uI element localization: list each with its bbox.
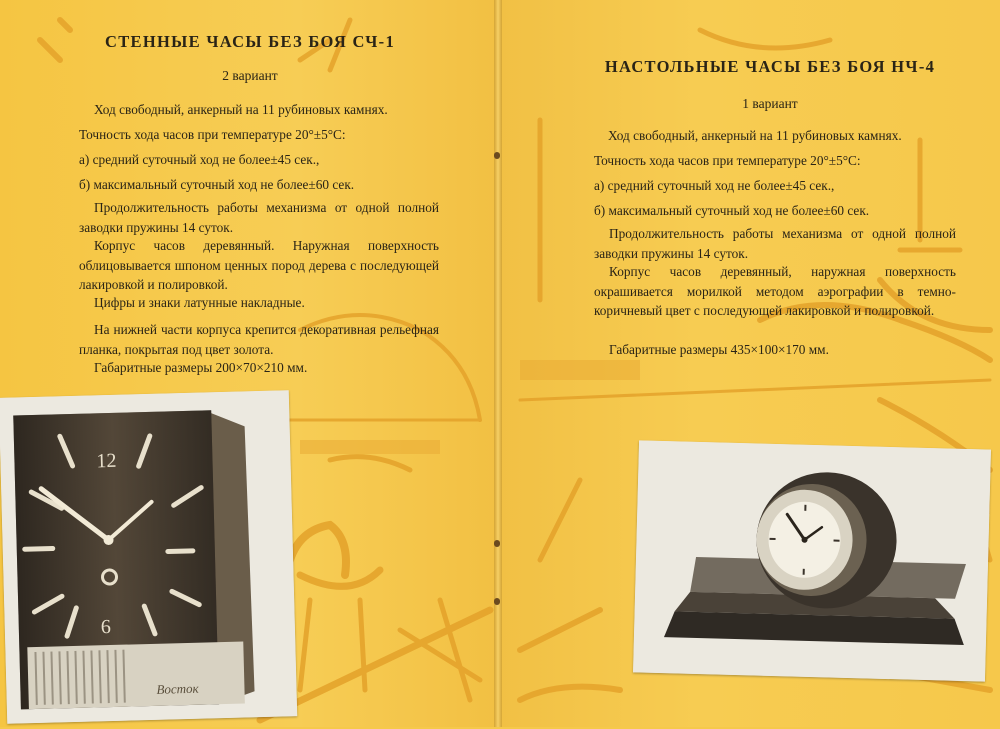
spec-line: а) средний суточный ход не более±45 сек., [79,152,319,168]
left-page-variant: 2 вариант [180,68,320,84]
spec-paragraph: Продолжительность работы механизма от одной полной заводки пружины 14 суток. [594,224,956,263]
staple [494,540,500,547]
clock-brand-signature: Восток [156,681,199,697]
spec-line: б) максимальный суточный ход не более±60 сек. [594,203,869,219]
table-clock-photo [633,440,991,681]
spec-paragraph: Продолжительность работы механизма от одной полной заводки пружины 14 суток. [79,198,439,237]
spec-line: Ход свободный, анкерный на 11 рубиновых камнях. [94,102,388,118]
spec-paragraph: Габаритные размеры 435×100×170 мм. [594,340,956,360]
spec-line: а) средний суточный ход не более±45 сек., [594,178,834,194]
spec-paragraph: Габаритные размеры 200×70×210 мм. [79,358,439,378]
right-page-title: НАСТОЛЬНЫЕ ЧАСЫ БЕЗ БОЯ НЧ-4 [590,57,950,77]
staple [494,152,500,159]
right-page-variant: 1 вариант [700,96,840,112]
wall-clock-image [0,390,297,723]
spec-line: б) максимальный суточный ход не более±60 сек. [79,177,354,193]
spec-paragraph: Корпус часов деревянный. Наружная поверхность облицовывается шпоном ценных пород дерева с последующей лакировкой и полировкой. [79,236,439,295]
spec-line: Точность хода часов при температуре 20°±5°С: [79,127,346,143]
page-gutter [494,0,502,727]
spec-paragraph: Корпус часов деревянный, наружная поверхность окрашивается морилкой методом аэрографии в темно-коричневый цвет с последующей лакировкой и полировкой. [594,262,956,321]
clock-numeral-6: 6 [101,616,112,638]
staple [494,598,500,605]
spec-paragraph: Цифры и знаки латунные накладные. [79,293,439,313]
spec-paragraph: На нижней части корпуса крепится декоративная рельефная планка, покрытая под цвет золота. [79,320,439,359]
clock-numeral-12: 12 [96,450,117,473]
table-clock-image [633,440,991,681]
wall-clock-photo [0,390,297,723]
spec-line: Ход свободный, анкерный на 11 рубиновых камнях. [608,128,902,144]
left-page-title: СТЕННЫЕ ЧАСЫ БЕЗ БОЯ СЧ-1 [105,32,395,52]
spec-line: Точность хода часов при температуре 20°±5°С: [594,153,861,169]
